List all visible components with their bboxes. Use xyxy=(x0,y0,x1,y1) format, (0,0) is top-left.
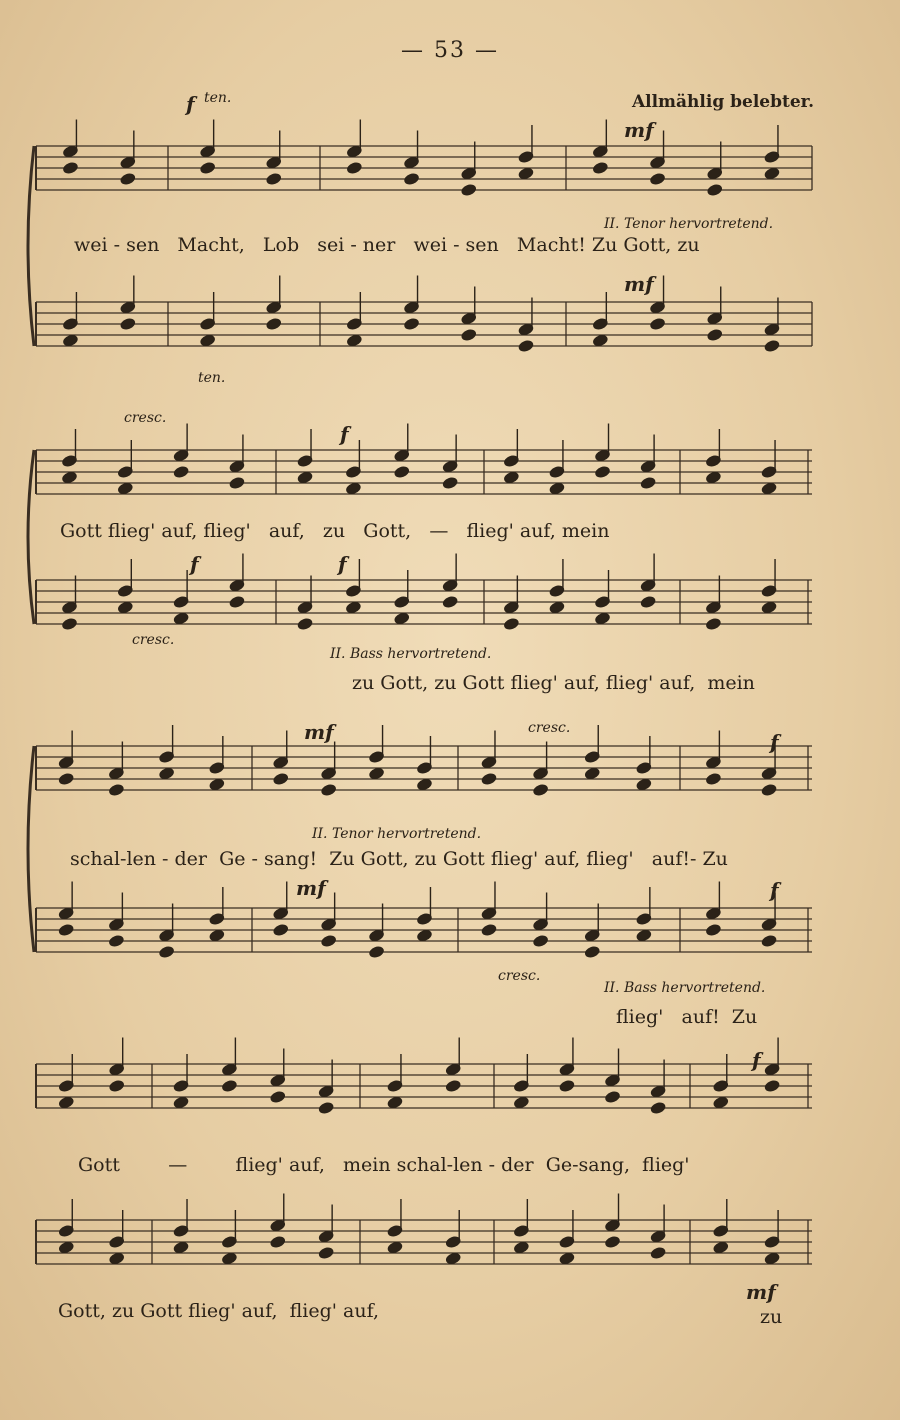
notehead xyxy=(117,601,133,614)
notehead xyxy=(173,465,189,478)
notehead xyxy=(532,783,548,796)
notehead xyxy=(403,317,419,330)
lyrics-line: schal-len - der Ge - sang! Zu Gott, zu Gott flieg' auf, flieg' auf!- Zu xyxy=(70,848,728,870)
notehead xyxy=(229,476,245,489)
notehead xyxy=(58,772,74,785)
notehead xyxy=(346,334,362,347)
crescendo-marking: cresc. xyxy=(528,720,571,736)
notehead xyxy=(273,772,289,785)
lyrics-line: zu xyxy=(760,1306,783,1328)
staff xyxy=(36,580,812,624)
notehead xyxy=(200,161,216,174)
notehead xyxy=(108,783,124,796)
notehead xyxy=(62,334,78,347)
notehead xyxy=(705,923,721,936)
tenor-emphasis-note: II. Tenor hervortretend. xyxy=(604,216,774,232)
notehead xyxy=(173,1241,189,1254)
notehead xyxy=(594,612,610,625)
notehead xyxy=(518,167,534,180)
notehead xyxy=(761,482,777,495)
notehead xyxy=(764,1079,780,1092)
notehead xyxy=(266,172,282,185)
notehead xyxy=(559,1252,575,1265)
notehead xyxy=(58,923,74,936)
dynamic-mezzo-forte: mf xyxy=(296,876,326,900)
notehead xyxy=(270,1090,286,1103)
notehead xyxy=(61,617,77,630)
notehead xyxy=(713,1096,729,1109)
dynamic-forte: f xyxy=(338,552,347,576)
notehead xyxy=(416,778,432,791)
tenuto-marking: ten. xyxy=(204,90,232,106)
notehead xyxy=(592,334,608,347)
notehead xyxy=(513,1241,529,1254)
notehead xyxy=(584,945,600,958)
notehead xyxy=(650,1246,666,1259)
notehead xyxy=(416,929,432,942)
notehead xyxy=(229,595,245,608)
notehead xyxy=(503,471,519,484)
notehead xyxy=(764,1252,780,1265)
notehead xyxy=(346,161,362,174)
notehead xyxy=(117,482,133,495)
dynamic-forte: f xyxy=(186,92,195,116)
notehead xyxy=(273,923,289,936)
dynamic-mezzo-forte: mf xyxy=(746,1280,776,1304)
dynamic-mezzo-forte: mf xyxy=(304,720,334,744)
staff xyxy=(36,146,812,190)
notehead xyxy=(58,1241,74,1254)
notehead xyxy=(713,1241,729,1254)
dynamic-forte: f xyxy=(770,878,779,902)
page-number: — 53 — xyxy=(401,38,499,63)
notehead xyxy=(394,612,410,625)
notehead xyxy=(270,1235,286,1248)
notehead xyxy=(640,476,656,489)
notehead xyxy=(109,1079,125,1092)
tempo-marking: Allmählig belebter. xyxy=(631,92,814,112)
dynamic-forte: f xyxy=(770,730,779,754)
notehead xyxy=(559,1079,575,1092)
notehead xyxy=(761,934,777,947)
notehead xyxy=(549,482,565,495)
notehead xyxy=(318,1101,334,1114)
notehead xyxy=(707,328,723,341)
notehead xyxy=(209,929,225,942)
notehead xyxy=(649,317,665,330)
notehead xyxy=(650,1101,666,1114)
staff xyxy=(36,450,812,494)
notehead xyxy=(761,601,777,614)
tenor-emphasis-note: II. Tenor hervortretend. xyxy=(312,826,482,842)
notehead xyxy=(368,767,384,780)
notehead xyxy=(445,1252,461,1265)
notehead xyxy=(158,767,174,780)
lyrics-line: Gott flieg' auf, flieg' auf, zu Gott, — flieg' auf, mein xyxy=(60,520,610,542)
notehead xyxy=(649,172,665,185)
notehead xyxy=(584,767,600,780)
crescendo-marking: cresc. xyxy=(124,410,167,426)
notehead xyxy=(518,339,534,352)
notehead xyxy=(321,783,337,796)
dynamic-mezzo-forte: mf xyxy=(624,272,654,296)
notehead xyxy=(173,612,189,625)
notehead xyxy=(503,617,519,630)
notehead xyxy=(345,601,361,614)
lyrics-line: wei - sen Macht, Lob sei - ner wei - sen Macht! Zu Gott, zu xyxy=(74,234,700,256)
notehead xyxy=(461,183,477,196)
bass-emphasis-note: II. Bass hervortretend. xyxy=(604,980,766,996)
system-brace xyxy=(28,450,34,624)
notehead xyxy=(481,772,497,785)
notehead xyxy=(221,1252,237,1265)
notehead xyxy=(318,1246,334,1259)
notehead xyxy=(442,476,458,489)
notehead xyxy=(604,1090,620,1103)
notehead xyxy=(636,929,652,942)
lyrics-line: Gott — flieg' auf, mein schal-len - der Ge-sang, flieg' xyxy=(78,1154,690,1176)
notehead xyxy=(707,183,723,196)
notehead xyxy=(592,161,608,174)
notehead xyxy=(764,167,780,180)
notehead xyxy=(594,465,610,478)
notehead xyxy=(266,317,282,330)
notehead xyxy=(173,1096,189,1109)
dynamic-forte: f xyxy=(190,552,199,576)
notehead xyxy=(200,334,216,347)
notehead xyxy=(394,465,410,478)
notehead xyxy=(513,1096,529,1109)
notehead xyxy=(461,328,477,341)
dynamic-forte: f xyxy=(340,422,349,446)
notehead xyxy=(368,945,384,958)
notehead xyxy=(158,945,174,958)
staff xyxy=(36,302,812,346)
system-brace xyxy=(28,746,34,952)
notehead xyxy=(387,1096,403,1109)
system-brace xyxy=(28,146,34,346)
notehead xyxy=(120,317,136,330)
crescendo-marking: cresc. xyxy=(132,632,175,648)
notehead xyxy=(61,471,77,484)
lyrics-line: Gott, zu Gott flieg' auf, flieg' auf, xyxy=(58,1300,380,1322)
notehead xyxy=(297,471,313,484)
notehead xyxy=(58,1096,74,1109)
lyrics-line: zu Gott, zu Gott flieg' auf, flieg' auf, mein xyxy=(352,672,755,694)
notehead xyxy=(705,471,721,484)
staff xyxy=(36,1064,812,1108)
notehead xyxy=(403,172,419,185)
notehead xyxy=(321,934,337,947)
notehead xyxy=(221,1079,237,1092)
notehead xyxy=(549,601,565,614)
dynamic-mezzo-forte: mf xyxy=(624,118,654,142)
notehead xyxy=(62,161,78,174)
notehead xyxy=(761,783,777,796)
notehead xyxy=(209,778,225,791)
dynamic-forte: f xyxy=(752,1048,761,1072)
notehead xyxy=(705,772,721,785)
notehead xyxy=(705,617,721,630)
notehead xyxy=(636,778,652,791)
notehead xyxy=(445,1079,461,1092)
notehead xyxy=(532,934,548,947)
notehead xyxy=(764,339,780,352)
notehead xyxy=(120,172,136,185)
notehead xyxy=(297,617,313,630)
bass-emphasis-note: II. Bass hervortretend. xyxy=(330,646,492,662)
tenuto-marking: ten. xyxy=(198,370,226,386)
notehead xyxy=(442,595,458,608)
notehead xyxy=(604,1235,620,1248)
notehead xyxy=(108,934,124,947)
notehead xyxy=(481,923,497,936)
lyrics-line: flieg' auf! Zu xyxy=(616,1006,758,1028)
notehead xyxy=(387,1241,403,1254)
notehead xyxy=(345,482,361,495)
notehead xyxy=(109,1252,125,1265)
staff xyxy=(36,1220,812,1264)
crescendo-marking: cresc. xyxy=(498,968,541,984)
notehead xyxy=(640,595,656,608)
